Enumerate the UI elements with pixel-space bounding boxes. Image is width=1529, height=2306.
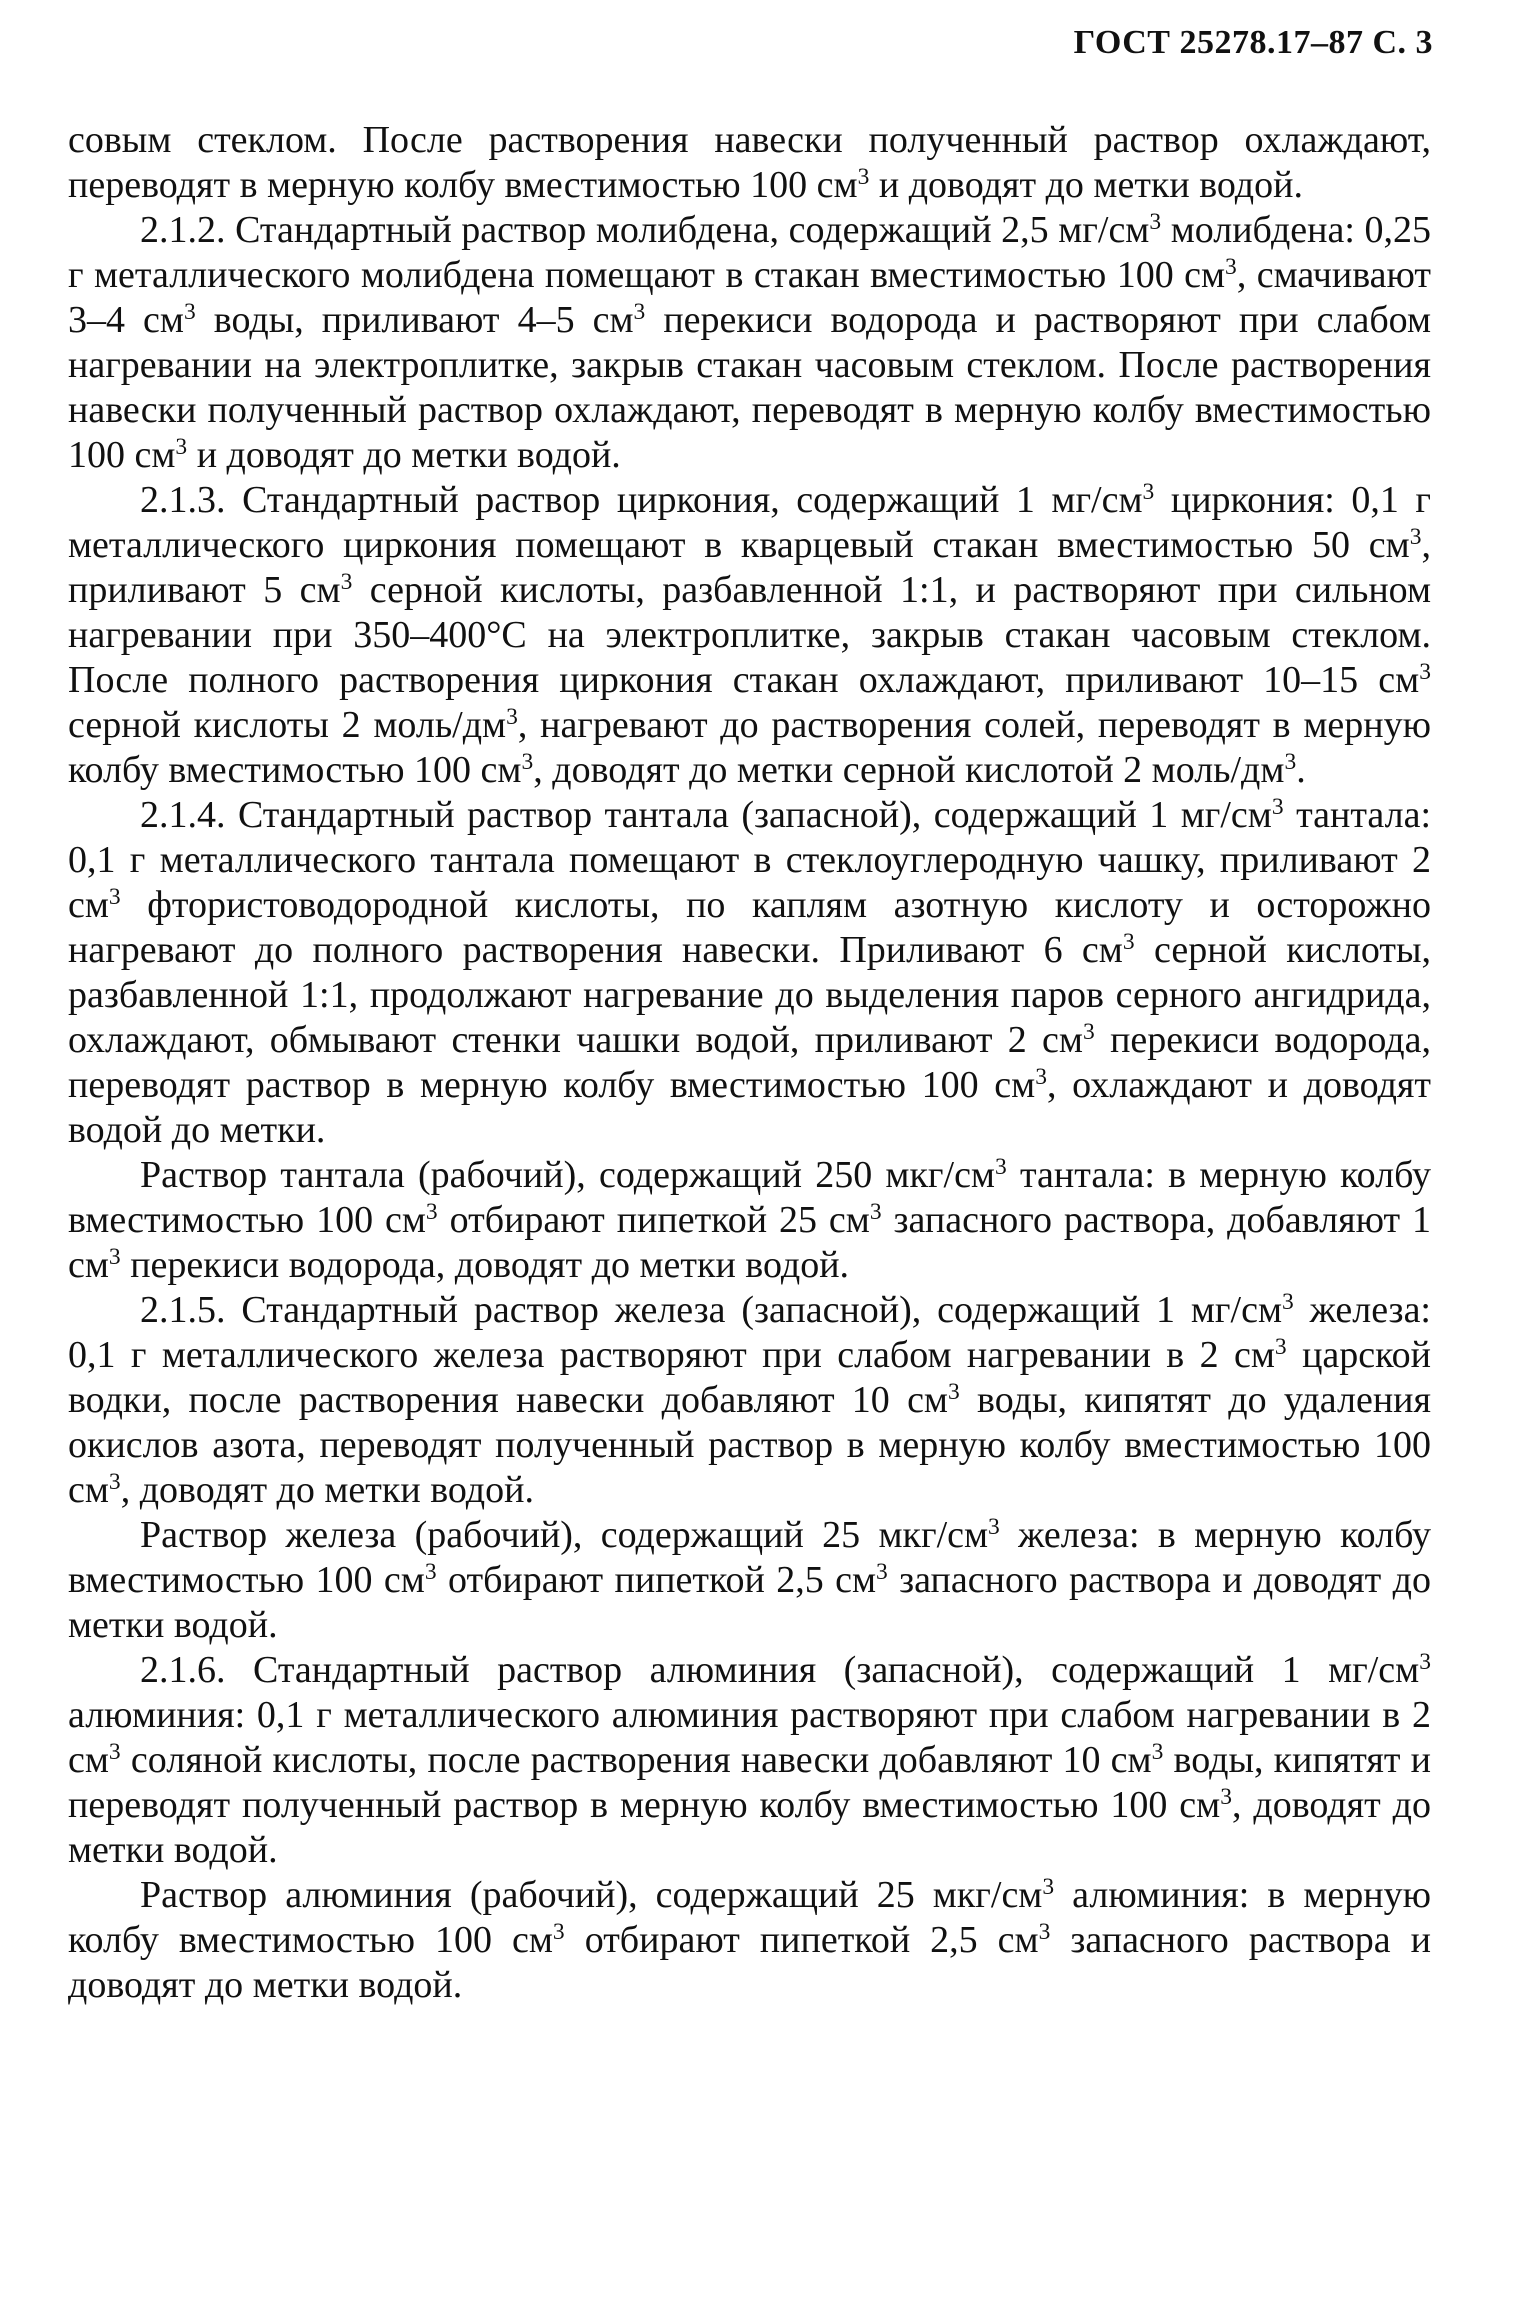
text-run: фтористоводородной кислоты, по каплям азотную кислоту и осторожно нагревают до полного растворения навески. Приливают 6 см <box>68 884 1431 971</box>
text-run: воды, кипятят и переводят полученный раствор в мерную колбу вместимостью 100 см <box>68 1739 1431 1826</box>
text-run: 2.1.6. Стандартный раствор алюминия (запасной), содержащий 1 мг/см <box>140 1649 1420 1691</box>
text-run: 2.1.3. Стандартный раствор циркония, содержащий 1 мг/см <box>140 479 1143 521</box>
superscript: 3 <box>876 1559 888 1586</box>
superscript: 3 <box>552 1919 565 1946</box>
text-run: 2.1.5. Стандартный раствор железа (запасной), содержащий 1 мг/см <box>140 1289 1282 1331</box>
text-run: , охлаждают и доводят водой до метки. <box>68 1064 1431 1151</box>
text-run: Раствор железа (рабочий), содержащий 25 мкг/см <box>140 1514 989 1556</box>
text-run: и доводят до метки водой. <box>187 434 621 476</box>
superscript: 3 <box>521 749 534 776</box>
text-run: , доводят до метки серной кислотой 2 моль/дм <box>533 749 1285 791</box>
paragraph-2-1-5-iron-stock <box>68 1288 1431 1513</box>
superscript: 3 <box>1038 1919 1051 1946</box>
text-run: перекиси водорода и растворяют при слабом нагревании на электроплитке, закрыв стакан часовым стеклом. После растворения навески полученный раствор охлаждают, переводят в мерную колбу вместимостью 100 см <box>68 299 1431 476</box>
paragraph-2-1-6-aluminium-stock <box>68 1648 1431 1873</box>
paragraph-tantalum-working <box>68 1153 1431 1288</box>
superscript: 3 <box>1142 479 1155 506</box>
superscript: 3 <box>108 1469 121 1496</box>
text-run: , доводят до метки водой. <box>120 1469 534 1511</box>
superscript: 3 <box>1149 209 1162 236</box>
paragraph-2-1-4-tantalum-stock <box>68 793 1431 1153</box>
superscript: 3 <box>869 1199 882 1226</box>
text-run: 2.1.2. Стандартный раствор молибдена, содержащий 2,5 мг/см <box>140 209 1150 251</box>
superscript: 3 <box>1035 1064 1048 1091</box>
superscript: 3 <box>1419 1649 1431 1676</box>
superscript: 3 <box>175 434 188 461</box>
paragraph-2-1-2-molybdenum <box>68 208 1431 478</box>
superscript: 3 <box>506 704 518 731</box>
superscript: 3 <box>108 1244 121 1271</box>
superscript: 3 <box>183 299 196 326</box>
text-run: запасного раствора и доводят до метки водой. <box>68 1559 1431 1646</box>
text-run: запасного раствора и доводят до метки водой. <box>68 1919 1431 2006</box>
page-header: ГОСТ 25278.17–87 С. 3 <box>1073 24 1433 61</box>
text-run: серной кислоты 2 моль/дм <box>68 704 507 746</box>
superscript: 3 <box>1122 929 1135 956</box>
superscript: 3 <box>1409 524 1422 551</box>
text-run: железа: в мерную колбу вместимостью 100 см <box>68 1514 1431 1601</box>
superscript: 3 <box>947 1379 960 1406</box>
text-run: совым стеклом. После растворения навески полученный раствор охлаждают, переводят в мерную колбу вместимостью 100 см <box>68 119 1431 206</box>
superscript: 3 <box>1225 254 1237 281</box>
text-run: тантала: 0,1 г металлического тантала помещают в стеклоуглеродную чашку, приливают 2 см <box>68 794 1432 926</box>
text-run: алюминия: в мерную колбу вместимостью 100 см <box>68 1874 1431 1961</box>
paragraph-2-1-3-zirconium <box>68 478 1431 793</box>
text-run: отбирают пипеткой 2,5 см <box>436 1559 876 1601</box>
text-run: запасного раствора, добавляют 1 см <box>68 1199 1432 1286</box>
superscript: 3 <box>857 164 870 191</box>
superscript: 3 <box>994 1154 1007 1181</box>
text-run: , смачивают 3–4 см <box>68 254 1431 341</box>
text-run: . <box>1296 749 1306 791</box>
superscript: 3 <box>108 884 121 911</box>
text-run: царской водки, после растворения навески добавляют 10 см <box>68 1334 1432 1421</box>
text-run: циркония: 0,1 г металлического циркония помещают в кварцевый стакан вместимостью 50 см <box>68 479 1432 566</box>
text-run: серной кислоты, разбавленной 1:1, продолжают нагревание до выделения паров серного ангидрида, охлаждают, обмывают стенки чашки водой, приливают 2 см <box>68 929 1432 1061</box>
text-run: Раствор алюминия (рабочий), содержащий 25 мкг/см <box>140 1874 1043 1916</box>
text-run: перекиси водорода, доводят до метки водой. <box>120 1244 850 1286</box>
superscript: 3 <box>424 1559 437 1586</box>
text-run: тантала: в мерную колбу вместимостью 100 см <box>68 1154 1431 1241</box>
superscript: 3 <box>1419 659 1431 686</box>
text-run: воды, кипятят до удаления окислов азота, переводят полученный раствор в мерную колбу вместимостью 100 см <box>68 1379 1431 1511</box>
text-run: алюминия: 0,1 г металлического алюминия растворяют при слабом нагревании в 2 см <box>68 1694 1431 1781</box>
text-run: и доводят до метки водой. <box>869 164 1303 206</box>
superscript: 3 <box>425 1199 438 1226</box>
text-run: отбирают пипеткой 25 см <box>437 1199 870 1241</box>
text-run: железа: 0,1 г металлического железа растворяют при слабом нагревании в 2 см <box>68 1289 1431 1376</box>
paragraph-iron-working <box>68 1513 1431 1648</box>
text-run: серной кислоты, разбавленной 1:1, и растворяют при сильном нагревании при 350–400°С на электроплитке, закрыв стакан часовым стеклом. После полного растворения циркония стакан охлаждают, приливают 10–15 см <box>68 569 1432 701</box>
superscript: 3 <box>1284 749 1297 776</box>
text-run: воды, приливают 4–5 см <box>195 299 634 341</box>
superscript: 3 <box>1220 1784 1232 1811</box>
paragraph-continuation <box>68 118 1431 208</box>
text-run: молибдена: 0,25 г металлического молибдена помещают в стакан вместимостью 100 см <box>68 209 1431 296</box>
superscript: 3 <box>1082 1019 1095 1046</box>
superscript: 3 <box>1274 1334 1287 1361</box>
text-run: , доводят до метки водой. <box>68 1784 1431 1871</box>
text-run: 2.1.4. Стандартный раствор тантала (запасной), содержащий 1 мг/см <box>140 794 1272 836</box>
document-body <box>68 118 1431 2008</box>
superscript: 3 <box>340 569 353 596</box>
paragraph-aluminium-working <box>68 1873 1431 2008</box>
text-run: , нагревают до растворения солей, переводят в мерную колбу вместимостью 100 см <box>68 704 1431 791</box>
superscript: 3 <box>633 299 646 326</box>
superscript: 3 <box>108 1739 121 1766</box>
text-run: отбирают пипеткой 2,5 см <box>564 1919 1039 1961</box>
superscript: 3 <box>988 1514 1000 1541</box>
text-run: соляной кислоты, после растворения навески добавляют 10 см <box>120 1739 1152 1781</box>
superscript: 3 <box>1282 1289 1294 1316</box>
text-run: Раствор тантала (рабочий), содержащий 250 мкг/см <box>140 1154 995 1196</box>
text-run: , приливают 5 см <box>68 524 1431 611</box>
superscript: 3 <box>1042 1874 1055 1901</box>
text-run: перекиси водорода, переводят раствор в мерную колбу вместимостью 100 см <box>68 1019 1431 1106</box>
superscript: 3 <box>1271 794 1284 821</box>
superscript: 3 <box>1151 1739 1164 1766</box>
